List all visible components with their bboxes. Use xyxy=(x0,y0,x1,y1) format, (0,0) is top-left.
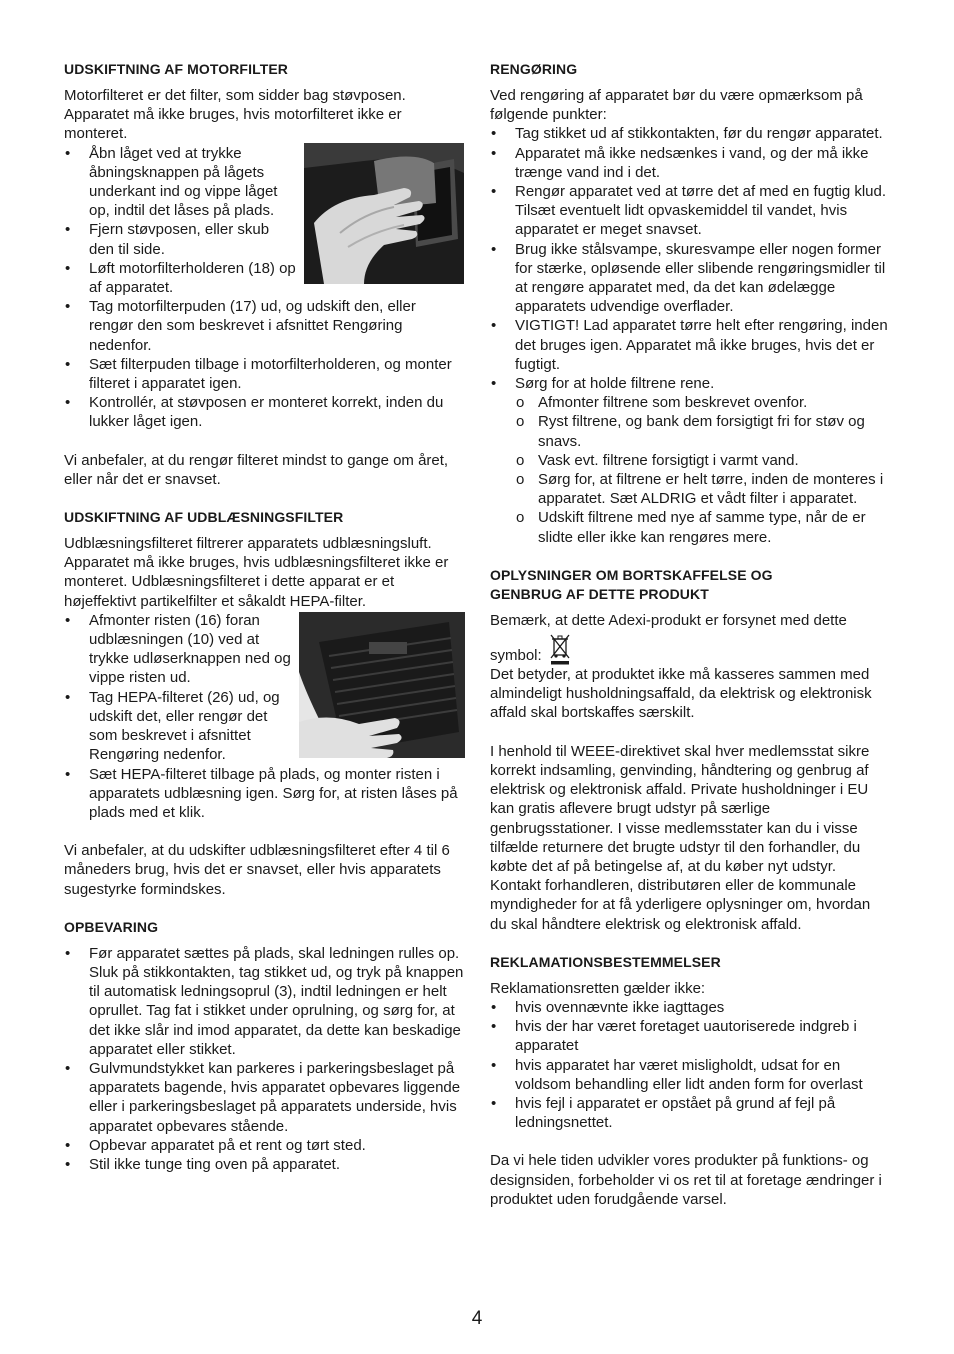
list-item: • Løft motorfilterholderen (18) op af apparatet. xyxy=(64,259,464,297)
list-item: • Tag stikket ud af stikkontakten, før du rengør apparatet. xyxy=(490,124,890,143)
section-title-storage: OPBEVARING xyxy=(64,918,159,935)
paragraph: Reklamationsretten gælder ikke: xyxy=(490,979,706,997)
list-item: o Vask evt. filtrene forsigtigt i varmt vand. xyxy=(490,451,890,470)
section-title-motor-filter: UDSKIFTNING AF MOTORFILTER xyxy=(64,61,288,77)
list-item: • Opbevar apparatet på et rent og tørt sted. xyxy=(64,1136,464,1155)
filter-cleaning-substeps xyxy=(490,393,890,547)
list-item: • Rengør apparatet ved at tørre det af med en fugtig klud. Tilsæt eventuelt lidt opvaskemiddel til vandet, hvis apparatet er meget snavset. xyxy=(490,182,890,240)
section-title-exhaust-filter: UDSKIFTNING AF UDBLÆSNINGSFILTER xyxy=(64,509,344,526)
list-item: • Apparatet må ikke nedsænkes i vand, og der må ikke trænge vand ind i det. xyxy=(490,144,890,182)
page-number: 4 xyxy=(471,1308,483,1329)
list-item: • Åbn låget ved at trykke åbningsknappen på lågets underkant ind og vippe låget op, indtil det låses på plads. xyxy=(64,144,464,221)
list-item: • Afmonter risten (16) foran udblæsningen (10) ved at trykke udløserknappen ned og vippe risten ud. xyxy=(64,611,464,688)
motor-filter-steps xyxy=(64,144,464,432)
list-item: • Stil ikke tunge ting oven på apparatet. xyxy=(64,1155,464,1174)
list-item: • Sørg for at holde filtrene rene. xyxy=(490,374,890,393)
storage-steps xyxy=(64,944,464,1174)
left-column xyxy=(64,60,464,1174)
list-item: o Udskift filtrene med nye af samme type, når de er slidte eller ikke kan rengøres mere. xyxy=(490,508,890,546)
list-item: • Tag HEPA-filteret (26) ud, og udskift det, eller rengør det som beskrevet i afsnittet Rengøring nedenfor. xyxy=(64,688,464,765)
warranty-exclusions xyxy=(490,998,890,1132)
paragraph: Ved rengøring af apparatet bør du være opmærksom på følgende punkter: xyxy=(490,87,863,124)
list-item: • Brug ikke stålsvampe, skuresvampe eller nogen former for stærke, opløsende eller slibende rengøringsmidler til at rengøre apparatet med, da det kan ødelægge apparatets udvendige overflader. xyxy=(490,240,890,317)
list-item: • Tag motorfilterpuden (17) ud, og udskift den, eller rengør den som beskrevet i afsnittet Rengøring nedenfor. xyxy=(64,297,464,355)
section-title-disposal xyxy=(490,566,890,604)
paragraph: Motorfilteret er det filter, som sidder bag støvposen. Apparatet må ikke bruges, hvis motorfilteret ikke er monteret. xyxy=(64,87,406,143)
list-item: • Sæt HEPA-filteret tilbage på plads, og monter risten i apparatets udblæsning igen. Sørg for, at risten låses på plads med et klik. xyxy=(64,765,464,823)
list-item: • Før apparatet sættes på plads, skal ledningen rulles op. Sluk på stikkontakten, tag stikket ud, og tryk på knappen til automatisk ledningsoprul (3), indtil ledningen er helt oprullet. Tag fat i stikket under oprulning, og sørg for, at det ikke slår ind imod apparatet, da dette kan beskadige apparatet eller stikket. xyxy=(64,944,464,1059)
paragraph: I henhold til WEEE-direktivet skal hver medlemsstat sikre korrekt indsamling, genvinding, håndtering og genbrug af elektrisk og elektronisk affald. Private husholdninger i EU kan gratis aflevere brugt udstyr på særlige genbrugsstationer. I visse medlemsstater kan du i visse tilfælde returnere det brugte udstyr til den forhandler, du købte det af på betingelse af, at du køber nyt udstyr. Kontakt forhandleren, distributøren eller de kommunale myndigheder for at få yderligere oplysninger om, hvordan du skal håndtere elektrisk og elektronisk affald. xyxy=(490,742,871,933)
section-title-warranty: REKLAMATIONSBESTEMMELSER xyxy=(490,953,721,970)
list-item: • hvis ovennævnte ikke iagttages xyxy=(490,998,890,1017)
section-title-cleaning: RENGØRING xyxy=(490,61,578,77)
paragraph: Da vi hele tiden udvikler vores produkter på funktions- og designsiden, forbeholder vi os ret til at foretage ændringer i produktet uden forudgående varsel. xyxy=(490,1152,882,1208)
list-item: • hvis apparatet har været misligholdt, udsat for en voldsom behandling eller lidt anden form for overlast xyxy=(490,1056,890,1094)
section-title-line: GENBRUG AF DETTE PRODUKT xyxy=(490,585,709,602)
list-item: o Sørg for, at filtrene er helt tørre, inden de monteres i apparatet. Sæt ALDRIG et vådt filter i apparatet. xyxy=(490,470,890,508)
paragraph: Vi anbefaler, at du udskifter udblæsningsfilteret efter 4 til 6 måneders brug, hvis det er snavset, eller hvis apparatets sugestyrke formindskes. xyxy=(64,842,450,898)
list-item: • hvis fejl i apparatet er opstået på grund af fejl på ledningsnettet. xyxy=(490,1094,890,1132)
paragraph: Bemærk, at dette Adexi-produkt er forsynet med dette xyxy=(490,611,847,629)
section-title-line: OPLYSNINGER OM BORTSKAFFELSE OG xyxy=(490,566,773,583)
cleaning-steps xyxy=(490,124,890,393)
list-item: • Gulvmundstykket kan parkeres i parkeringsbeslaget på apparatets bagende, hvis apparatet opbevares liggende eller i parkeringsbeslaget på apparatets underside, hvis apparatet opbevares stående. xyxy=(64,1059,464,1136)
list-item: • Fjern støvposen, eller skub den til side. xyxy=(64,220,464,258)
exhaust-filter-steps xyxy=(64,611,464,822)
paragraph: Vi anbefaler, at du rengør filteret mindst to gange om året, eller når det er snavset. xyxy=(64,451,449,488)
list-item: o Ryst filtrene, og bank dem forsigtigt fri for støv og snavs. xyxy=(490,412,890,450)
symbol-label: symbol: xyxy=(490,646,542,664)
list-item: • VIGTIGT! Lad apparatet tørre helt efter rengøring, inden det bruges igen. Apparatet må ikke bruges, hvis det er fugtigt. xyxy=(490,316,890,374)
list-item: • Kontrollér, at støvposen er monteret korrekt, inden du lukker låget igen. xyxy=(64,393,464,431)
paragraph: Udblæsningsfilteret filtrerer apparatets udblæsningsluft. Apparatet må ikke bruges, hvis udblæsningsfilteret ikke er monteret. Udblæsningsfilteret i dette apparat er et højeffektivt partikelfilter et såkaldt HEPA-filter. xyxy=(64,535,449,610)
list-item: o Afmonter filtrene som beskrevet ovenfor. xyxy=(490,393,890,412)
right-column xyxy=(490,60,890,1209)
list-item: • Sæt filterpuden tilbage i motorfilterholderen, og monter filteret i apparatet igen. xyxy=(64,355,464,393)
paragraph: Det betyder, at produktet ikke må kasseres sammen med almindeligt husholdningsaffald, da elektrisk og elektronisk affald skal bortskaffes særskilt. xyxy=(490,666,872,722)
list-item: • hvis der har været foretaget uautoriserede indgreb i apparatet xyxy=(490,1017,890,1055)
crossed-out-wheelie-bin-icon xyxy=(549,633,571,665)
symbol-line xyxy=(490,633,890,665)
